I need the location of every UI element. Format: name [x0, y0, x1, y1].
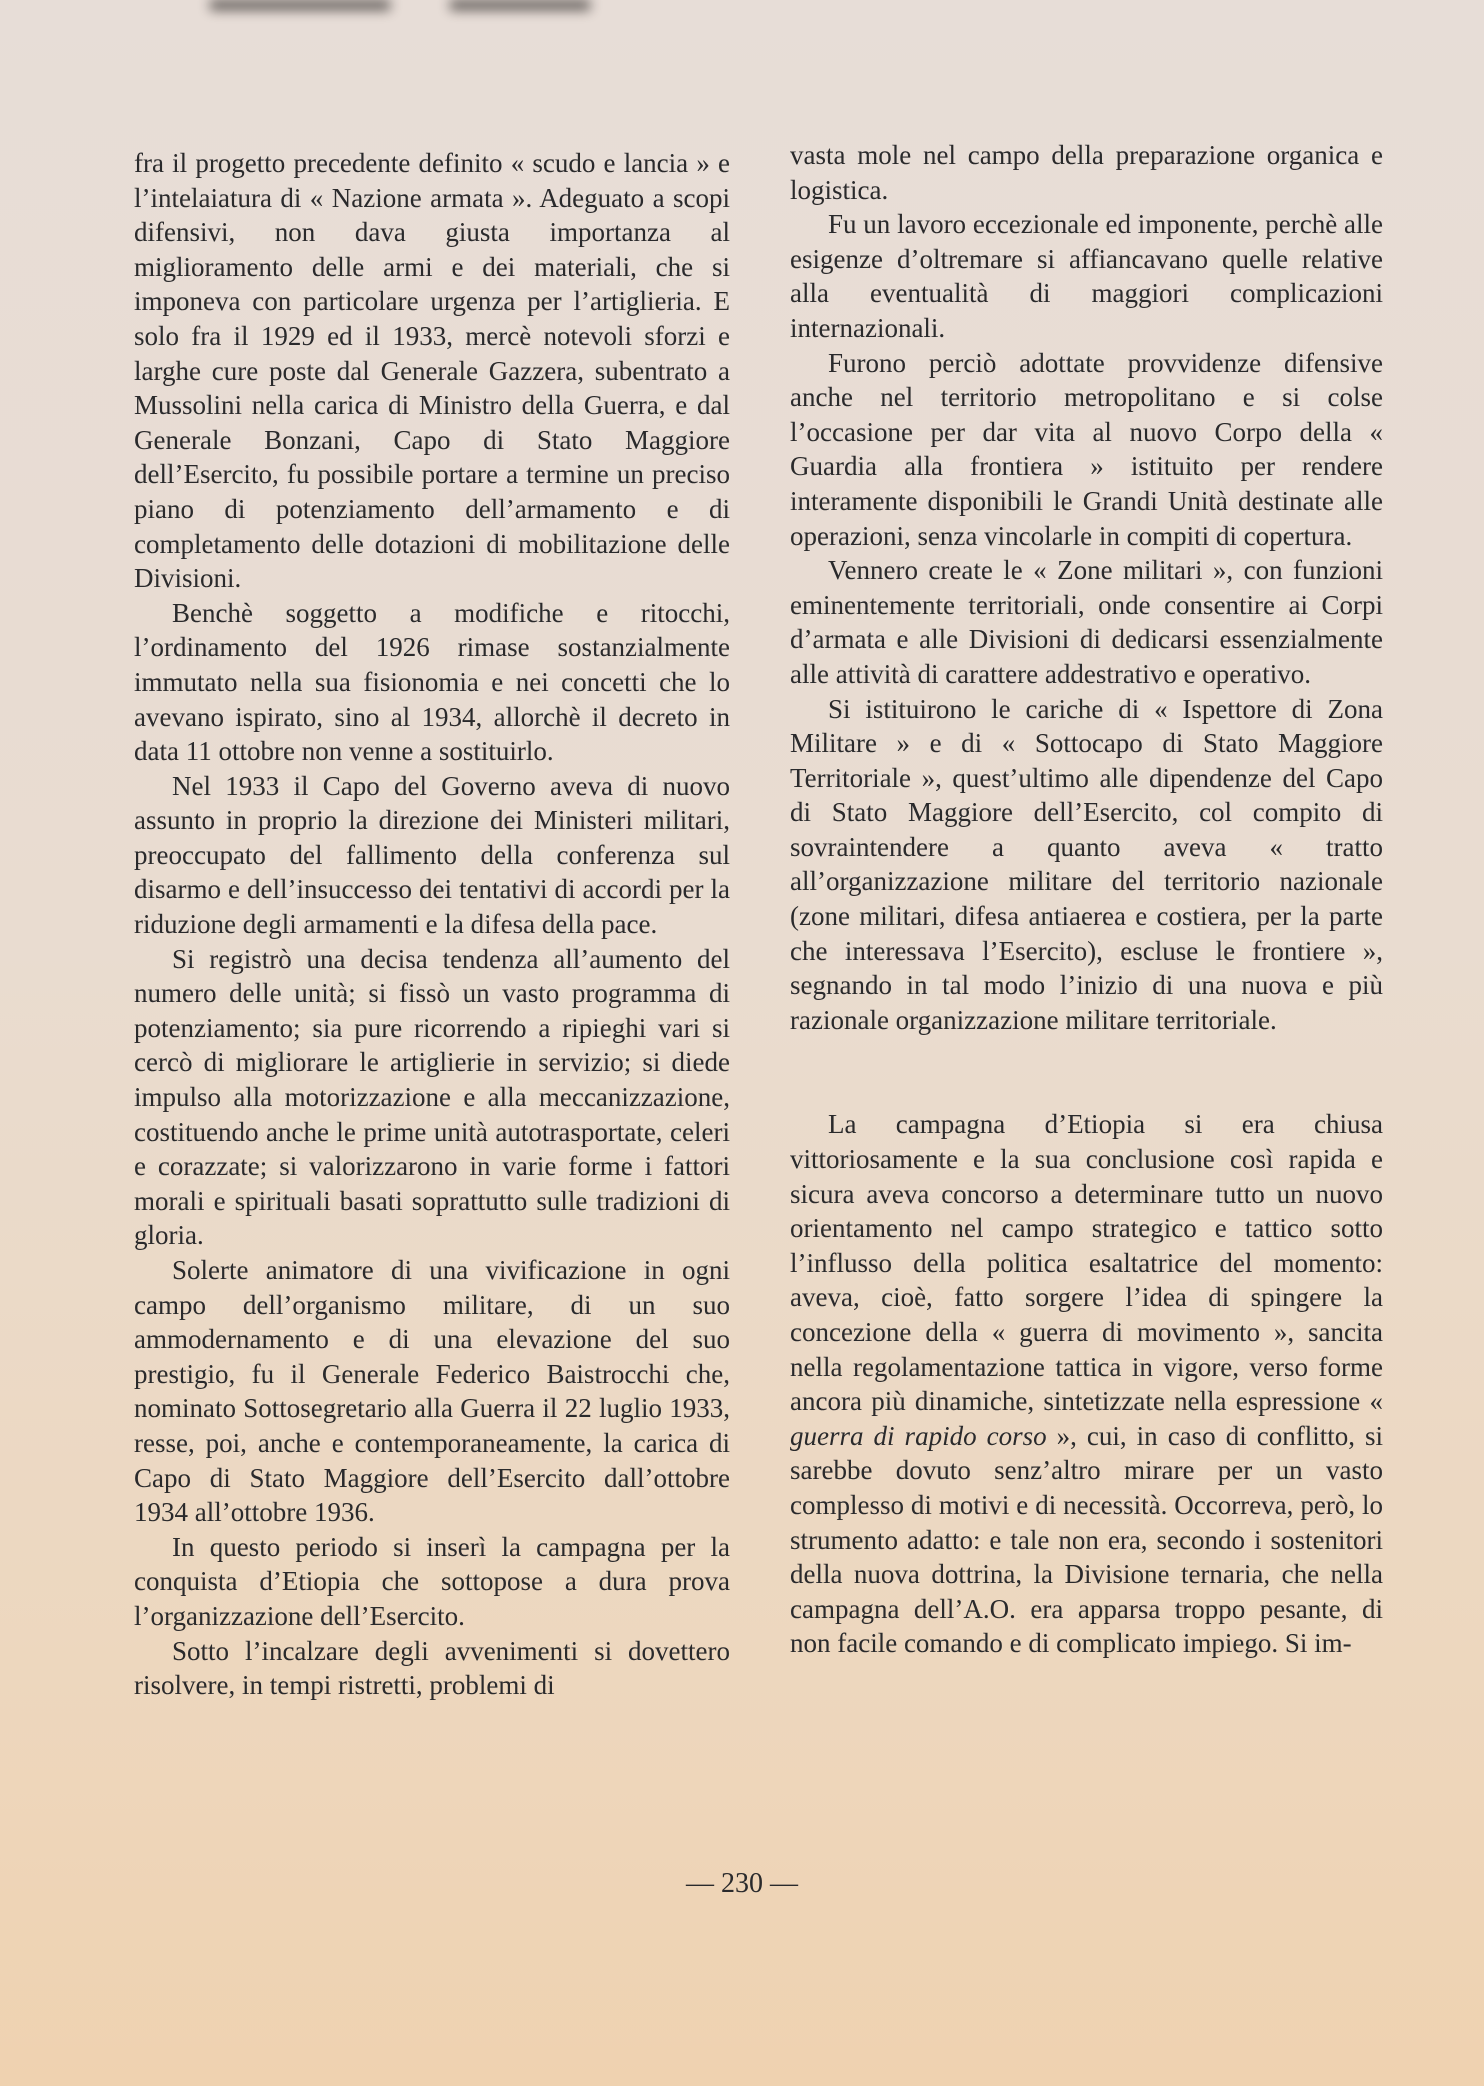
paragraph-text: La campagna d’Etiopia si era chiusa vittoriosamente e la sua conclusione così rapida e sicura aveva concorso a determinare tutto un nuovo orientamento nel campo strategico e tattico sotto l’influsso della politica esaltatrice del momento: aveva, cioè, fatto sorgere l’idea di spingere la concezione della « guerra di movimento », sancita nella regolamentazione tattica in vigore, verso forme ancora più dinamiche, sintetizzate nella espressione « [790, 1109, 1383, 1417]
paragraph: Furono perciò adottate provvidenze difensive anche nel territorio metropolitano e si colse l’occasione per dar vita al nuovo Corpo della « Guardia alla frontiera » istituito per rendere interamente disponibili le Grandi Unità destinate alle operazioni, senza vincolarle in compiti di copertura. [790, 347, 1383, 551]
paragraph: Si istituirono le cariche di « Ispettore di Zona Militare » e di « Sottocapo di Stato Maggiore Territoriale », quest’ultimo alle dipendenze del Capo di Stato Maggiore dell’Esercito, col compito di sovraintendere a quanto aveva « tratto all’organizzazione militare del territorio nazionale (zone militari, difesa antiaerea e costiera, per la parte che interessava l’Esercito), escluse le frontiere », segnando in tal modo l’inizio di una nuova e più razionale organizzazione militare territoriale. [790, 693, 1383, 1035]
paragraph: Sotto l’incalzare degli avvenimenti si dovettero risolvere, in tempi ristretti, problemi di [134, 1635, 730, 1701]
paragraph: Benchè soggetto a modifiche e ritocchi, l’ordinamento del 1926 rimase sostanzialmente immutato nella sua fisionomia e nei concetti che lo avevano ispirato, sino al 1934, allorchè il decreto in data 11 ottobre non venne a sostituirlo. [134, 597, 730, 767]
paragraph: In questo periodo si inserì la campagna per la conquista d’Etiopia che sottopose a dura prova l’organizzazione dell’Esercito. [134, 1531, 730, 1631]
page-number: — 230 — [686, 1868, 798, 1899]
paragraph: vasta mole nel campo della preparazione organica e logistica. [790, 140, 1383, 205]
paragraph: Fu un lavoro eccezionale ed imponente, perchè alle esigenze d’oltremare si affiancavano quelle relative alla eventualità di maggiori complicazioni internazionali. [790, 209, 1383, 343]
paragraph: Vennero create le « Zone militari », con funzioni eminentemente territoriali, onde consentire ai Corpi d’armata e alle Divisioni di dedicarsi essenzialmente alle attività di carattere addestrativo e operativo. [790, 555, 1383, 689]
top-binding-shadow [210, 0, 390, 10]
paragraph: Si registrò una decisa tendenza all’aumento del numero delle unità; si fissò un vasto programma di potenziamento; sia pure ricorrendo a ripieghi vari si cercò di migliorare le artiglierie in servizio; si diede impulso alla motorizzazione e alla meccanizzazione, costituendo anche le prime unità autotrasportate, celeri e corazzate; si valorizzarono in varie forme i fattori morali e spirituali basati soprattutto sulle tradizioni di gloria. [134, 943, 730, 1251]
italic-phrase: guerra di rapido corso [790, 1420, 1047, 1451]
paragraph-text: », cui, in caso di conflitto, si sarebbe dovuto senz’altro mirare per un vasto complesso di motivi e di necessità. Occorreva, però, lo strumento adatto: e tale non era, secondo i sostenitori della nuova dottrina, la Divisione ternaria, che nella campagna dell’A.O. era apparsa troppo pesante, di non facile comando e di complicato impiego. Si im- [790, 1420, 1383, 1659]
paragraph: fra il progetto precedente definito « scudo e lancia » e l’intelaiatura di « Nazione armata ». Adeguato a scopi difensivi, non dava giusta importanza al miglioramento delle armi e dei materiali, che si imponeva con particolare urgenza per l’artiglieria. E solo fra il 1929 ed il 1933, mercè notevoli sforzi e larghe cure poste dal Generale Gazzera, subentrato a Mussolini nella carica di Ministro della Guerra, e dal Generale Bonzani, Capo di Stato Maggiore dell’Esercito, fu possibile portare a termine un preciso piano di potenziamento dell’armamento e di completamento delle dotazioni di mobilitazione delle Divisioni. [134, 148, 730, 594]
top-binding-shadow [450, 0, 590, 10]
right-column [790, 138, 1383, 1661]
section-break [790, 1037, 1383, 1107]
paragraph [790, 1107, 1383, 1661]
paragraph: Solerte animatore di una vivificazione in ogni campo dell’organismo militare, di un suo ammodernamento e di una elevazione del suo prestigio, fu il Generale Federico Baistrocchi che, nominato Sottosegretario alla Guerra il 22 luglio 1933, resse, poi, anche e contemporaneamente, la carica di Capo di Stato Maggiore dell’Esercito dall’ottobre 1934 all’ottobre 1936. [134, 1255, 730, 1528]
left-column [134, 146, 730, 1703]
paragraph: Nel 1933 il Capo del Governo aveva di nuovo assunto in proprio la direzione dei Ministeri militari, preoccupato del fallimento della conferenza sul disarmo e dell’insuccesso dei tentativi di accordi per la riduzione degli armamenti e la difesa della pace. [134, 770, 730, 940]
